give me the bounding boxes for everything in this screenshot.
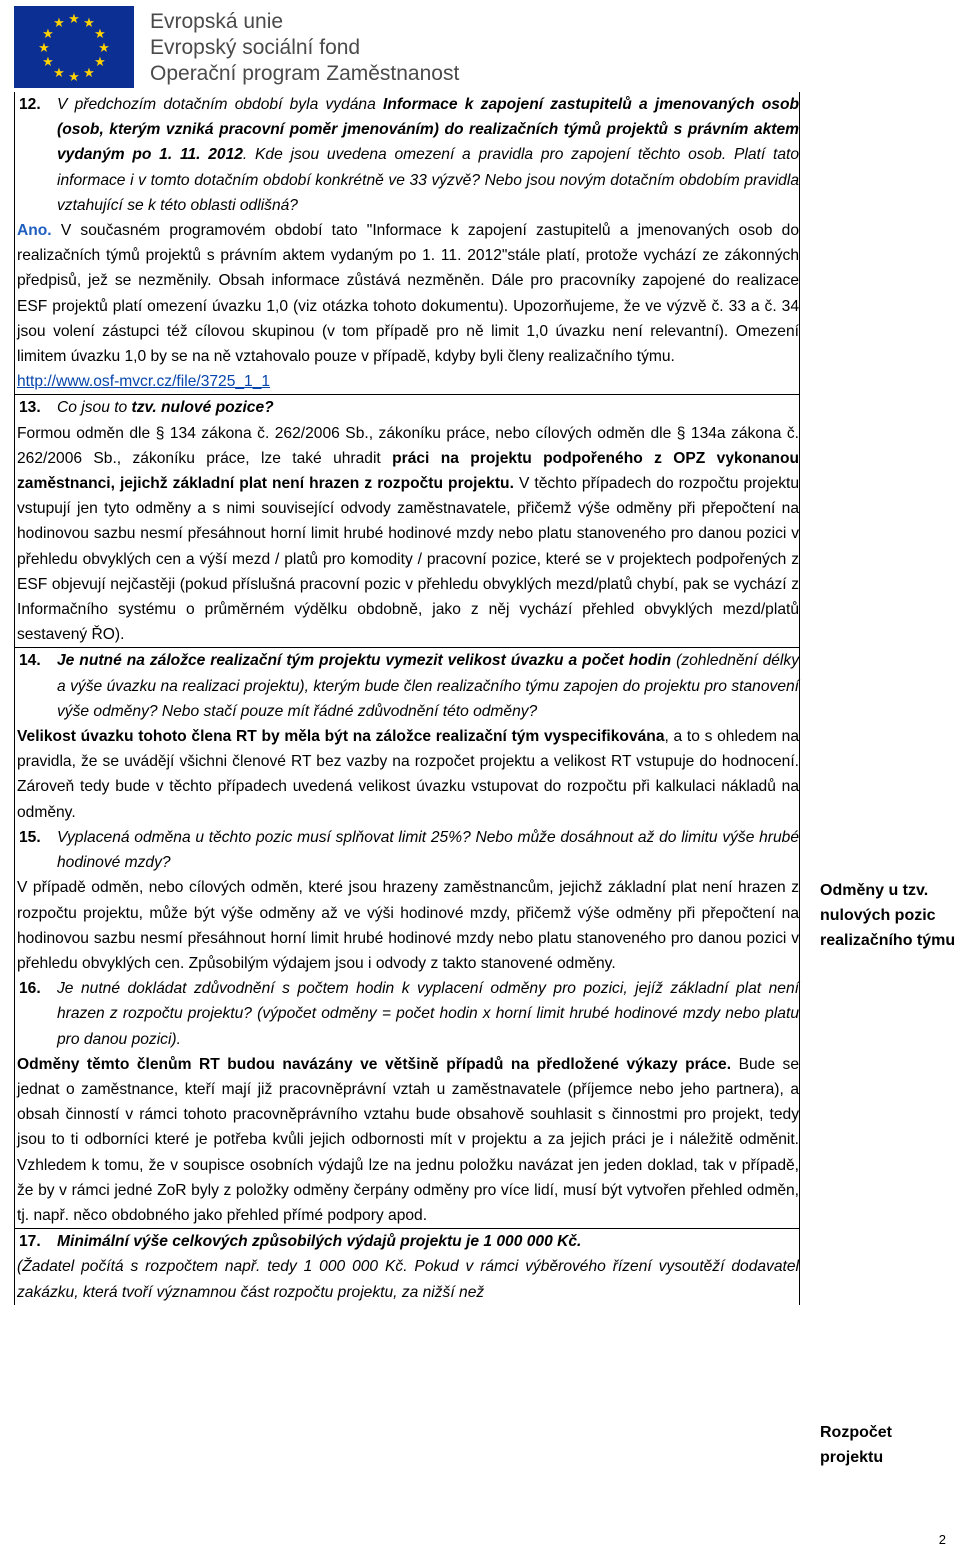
question-text-bold: Informace k zapojení zastupitelů a jmenovaných osob (osob, kterým vzniká pracovní poměr jmenováním) do realizačních týmů projektů s právním aktem vydaným po 1. 11. 2012 [57, 96, 799, 164]
eu-flag-logo [14, 6, 134, 88]
answer-text: V těchto případech do rozpočtu projektu vstupují jen tyto odměny a s nimi související odvody zaměstnavatele, přičemž výše odměny při přepočtení na hodinovou sazbu nesmí přesáhnout horní limit hrubé hodinové mzdy nebo platu stanoveného pro danou pozici v přehledu obvyklých cen a výší mezd / platů pro komodity / pracovní pozice, které se v projektech podpořených z ESF objevují nejčastěji (pokud příslušná pracovní pozic v přehledu obvyklých mezd/platů chybí, pak se vychází z Informačního systému o průměrném výdělku obdobně, jako z něj vychází přehled obvyklých mezd/platů sestavený ŘO). [17, 475, 799, 644]
question-number: 16. [19, 980, 41, 998]
question-number: 12. [19, 96, 41, 113]
page-header [14, 6, 614, 90]
sidenote-zero-positions: Odměny u tzv. nulových pozic realizačního týmu [820, 882, 956, 949]
question-12-block [15, 92, 799, 394]
question-12 [17, 92, 799, 218]
svg-text:★: ★ [68, 12, 80, 27]
question-number: 17. [19, 1233, 41, 1251]
svg-text:★: ★ [83, 66, 95, 81]
question-text: Co jsou to [57, 399, 132, 417]
question-text-bold: Minimální výše celkových způsobilých výdajů projektu je 1 000 000 Kč. [57, 1233, 582, 1251]
svg-text:★: ★ [94, 55, 106, 70]
answer-15 [17, 875, 799, 976]
faq-content [14, 92, 800, 1305]
answer-13 [17, 421, 799, 648]
question-17 [17, 1229, 799, 1254]
svg-text:★: ★ [94, 27, 106, 42]
question-text: . Kde jsou uvedena omezení a pravidla pro zapojení těchto osob. Platí tato informace i v tomto dotačním období konkrétně ve 33 výzvě? Nebo jsou novým dotačním obdobím pravidla vztahující se k této oblasti odlišná? [57, 146, 799, 214]
svg-text:★: ★ [42, 55, 54, 70]
svg-text:★: ★ [68, 70, 80, 85]
question-number: 14. [19, 652, 41, 670]
answer-text-bold: Velikost úvazku tohoto člena RT by měla být na záložce realizační tým vyspecifikována [17, 728, 665, 746]
sidenote-budget: Rozpočet projektu [820, 1424, 892, 1466]
organization-name [150, 9, 459, 87]
question-text: (zohlednění délky a výše úvazku na realizaci projektu), kterým bude člen realizačního týmu zapojen do projektu pro stanovení výše odměny? Nebo stačí pouze mít řádné zdůvodnění této odměny? [57, 652, 799, 720]
answer-14 [17, 724, 799, 825]
answer-text-bold: Odměny těmto členům RT budou navázány ve většině případů na předložené výkazy práce. [17, 1055, 732, 1073]
question-14 [17, 648, 799, 724]
svg-text:★: ★ [98, 41, 110, 56]
svg-text:★: ★ [42, 27, 54, 42]
svg-text:★: ★ [38, 41, 50, 56]
question-text: Je nutné dokládat zdůvodnění s počtem hodin k vyplacení odměny pro pozici, jejíž základní plat není hrazen z rozpočtu projektu? (výpočet odměny = počet hodin x horní limit hrubé hodinové mzdy nebo platu pro danou pozici). [57, 980, 799, 1048]
question-text: V předchozím dotačním období byla vydána [57, 96, 383, 113]
answer-17 [17, 1254, 799, 1304]
page-number: 2 [938, 1532, 946, 1547]
org-line: Operační program Zaměstnanost [150, 62, 460, 85]
question-13 [17, 395, 799, 420]
answer-text: , a to s ohledem na pravidla, že se uvádějí všichni členové RT bez vazby na rozpočet projektu a velikost RT vstupuje do hodnocení. Zároveň tedy bude v těchto případech uvedená velikost úvazku vstupovat do rozpočtu při kalkulaci nákladů na odměny. [17, 728, 799, 821]
question-text-bold: Je nutné na záložce realizační tým projektu vymezit velikost úvazku a počet hodin [57, 652, 672, 670]
answer-text: (Žadatel počítá s rozpočtem např. tedy 1 000 000 Kč. Pokud v rámci výběrového řízení vysoutěží dodavatel zakázku, která tvoří významnou část rozpočtu projektu, za nižší než [17, 1258, 799, 1301]
question-15 [17, 825, 799, 875]
svg-text:★: ★ [83, 16, 95, 31]
svg-text:★: ★ [53, 66, 65, 81]
answer-12 [17, 218, 799, 369]
answer-16 [17, 1052, 799, 1228]
question-text: Vyplacená odměna u těchto pozic musí splňovat limit 25%? Nebo může dosáhnout až do limitu výše hrubé hodinové mzdy? [57, 828, 799, 872]
question-14-block [15, 647, 799, 824]
answer-text: Formou odměn dle § 134 zákona č. 262/2006 Sb., zákoníku práce, nebo cílových odměn dle § 134a zákona č. 262/2006 Sb., zákoníku práce, lze také uhradit [17, 424, 799, 467]
question-number: 15. [19, 828, 41, 846]
org-line: Evropská unie [150, 10, 284, 33]
question-13-block [15, 394, 799, 647]
answer-text: Bude se jednat o zaměstnance, kteří mají již pracovněprávní vztah u zaměstnavatele (příjemce nebo jeho partnera), a obsah činností v rámci tohoto pracovněprávního vztahu bude obsahově souhlasit s činnostmi pro projekt, tedy jsou to ti odborníci které je potřeba kvůli jejich odbornosti mít v projektu a za jejich práci je i náležitě odměnit. Vzhledem k tomu, že v soupisce osobních výdajů lze na jednu položku navázat jen jeden doklad, tak v případě, že by v rámci jedné ZoR byly z položky odměny čerpány odměny pro více lidí, musí být vytvořen přehled odměn, tj. např. něco obdobného jako přehled přímé podpory apod. [17, 1055, 799, 1224]
answer-text-bold: práci na projektu podpořeného z OPZ vykonanou zaměstnanci, jejichž základní plat není hrazen z rozpočtu projektu. [17, 449, 800, 493]
svg-text:★: ★ [53, 16, 65, 31]
question-16 [17, 976, 799, 1052]
answer-yes: Ano. [17, 222, 52, 240]
answer-12-link-row [17, 369, 799, 394]
osf-mvcr-link[interactable]: http://www.osf-mvcr.cz/file/3725_1_1 [17, 373, 271, 391]
question-number: 13. [19, 399, 41, 417]
question-16-block [15, 976, 799, 1228]
question-15-block [15, 825, 799, 976]
question-text-bold: tzv. nulové pozice? [131, 399, 274, 417]
org-line: Evropský sociální fond [150, 36, 361, 59]
answer-text: V současném programovém období tato "Informace k zapojení zastupitelů a jmenovaných osob do realizačních týmů projektů s právním aktem vydaným po 1. 11. 2012"stále platí, protože vychází ze zákonných předpisů, jež se nezměnily. Obsah informace zůstává nezměněn. Dále pro pracovníky zapojené do realizace ESF projektů platí omezení úvazku 1,0 (viz otázka tohoto dokumentu). Upozorňujeme, že ve výzvě č. 33 a č. 34 jsou volení zástupci též cílovou skupinou (v tom případě pro ně limit 1,0 úvazku není relevantní). Omezení limitem úvazku 1,0 by se na ně vztahovalo pouze v případě, kdyby byli členy realizačního týmu. [17, 222, 799, 366]
question-17-block [15, 1228, 799, 1305]
answer-text: V případě odměn, nebo cílových odměn, které jsou hrazeny zaměstnancům, jejichž základní plat není hrazen z rozpočtu projektu, může být výše odměny až ve výši hodinové mzdy, přičemž výše odměny při přepočtení na hodinovou sazbu nesmí přesáhnout horní limit hrubé hodinové mzdy nebo platu stanoveného pro danou pozici v přehledu obvyklých cen. Způsobilým výdajem jsou i odvody z takto stanovené odměny. [17, 879, 799, 972]
